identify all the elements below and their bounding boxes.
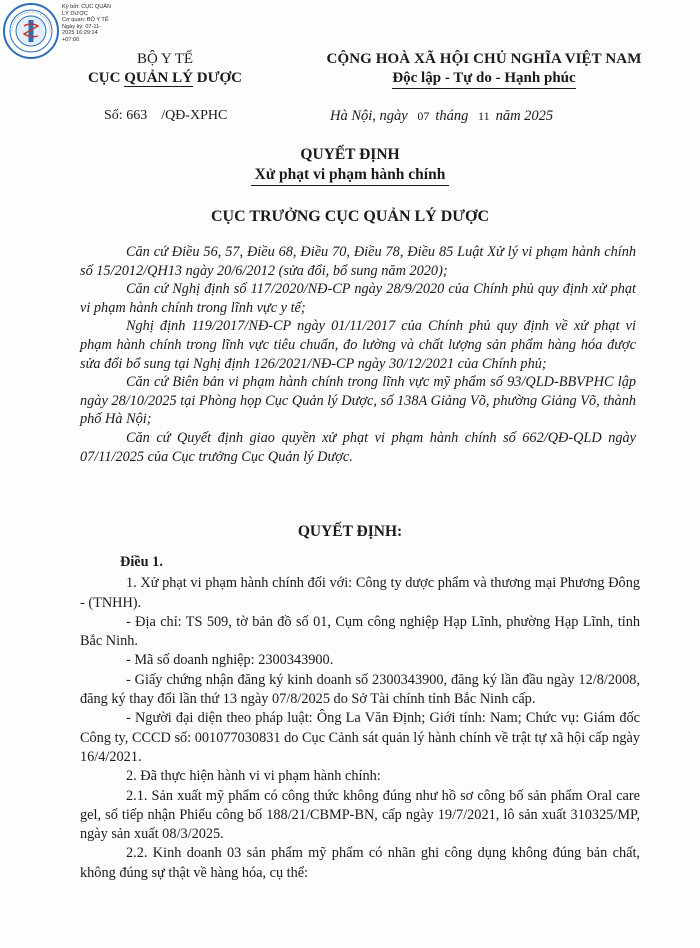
document-subtitle: Xử phạt vi phạm hành chính [0,166,700,186]
national-heading [278,50,690,89]
legal-basis-item: Căn cứ Biên bản vi phạm hành chính trong lĩnh vực mỹ phẩm số 93/QLD-BBVPHC lập ngày 28/10/2025 tại Phòng họp Cục Quản lý Dược, số 138A Giảng Võ, phường Giảng Võ, thành phố Hà Nội; [80,374,636,428]
article-paragraph: - Mã số doanh nghiệp: 2300343900. [126,652,334,669]
article-1 [80,553,640,883]
article-paragraph: 1. Xử phạt vi phạm hành chính đối với: Công ty dược phẩm và thương mại Phương Đông - (TNHH). [80,575,640,611]
legal-basis [80,243,636,466]
issuing-agency [60,50,270,88]
ministry-name: BỘ Y TẾ [136,51,194,67]
legal-basis-item: Căn cứ Điều 56, 57, Điều 68, Điều 70, Điều 78, Điều 85 Luật Xử lý vi phạm hành chính số 15/2012/QH13 ngày 20/6/2012 (sửa đổi, bổ sung năm 2020); [80,244,636,279]
department-name: CỤC QUẢN LÝ DƯỢC [87,70,243,86]
document-number: Số: 663 /QĐ-XPHC [104,108,228,123]
article-paragraph: 2. Đã thực hiện hành vi vi phạm hành chính: [126,768,381,785]
article-paragraph: - Giấy chứng nhận đăng ký kinh doanh số 2300343900, đăng ký lần đầu ngày 12/8/2008, đăng ký thay đổi lần thứ 13 ngày 07/8/2025 do Sở Tài chính tỉnh Bắc Ninh cấp. [80,671,640,708]
place-and-date: Hà Nội, ngày 07 tháng 11 năm 2025 [330,108,554,124]
digital-seal-icon [2,2,60,60]
legal-basis-item: Nghị định 119/2017/NĐ-CP ngày 01/11/2017 của Chính phủ quy định về xử phạt vi phạm hành chính trong lĩnh vực tiêu chuẩn, đo lường và chất lượng sản phẩm hàng hóa được sửa đổi bổ sung tại Nghị định 126/2021/NĐ-CP ngày 30/12/2021 của Chính phủ; [80,318,636,372]
legal-basis-item: Căn cứ Quyết định giao quyền xử phạt vi phạm hành chính số 662/QĐ-QLD ngày 07/11/2025 của Cục trưởng Cục Quản lý Dược. [80,429,636,465]
article-paragraph: 2.1. Sản xuất mỹ phẩm có công thức không đúng như hồ sơ công bố sản phẩm Oral care gel, số tiếp nhận Phiếu công bố 188/21/CBMP-BN, cấp ngày 19/7/2021, lô sản xuất 310325/MP, ngày sản xuất 08/3/2025. [80,787,640,843]
nation-name: CỘNG HOÀ XÃ HỘI CHỦ NGHĨA VIỆT NAM [326,51,642,67]
article-paragraph: - Địa chỉ: TS 509, tờ bản đồ số 01, Cụm công nghiệp Hạp Lĩnh, phường Hạp Lĩnh, tỉnh Bắc Ninh. [80,613,640,650]
national-motto: Độc lập - Tự do - Hạnh phúc [392,68,575,89]
article-paragraph: - Người đại diện theo pháp luật: Ông La Văn Định; Giới tính: Nam; Chức vụ: Giám đốc Công ty, CCCD số: 001077030831 do Cục Cảnh sát quản lý hành chính về trật tự xã hội cấp ngày 16/4/2021. [80,710,640,765]
article-paragraph: 2.2. Kinh doanh 03 sản phẩm mỹ phẩm có nhãn ghi công dụng không đúng bản chất, không đúng sự thật về hàng hóa, cụ thể: [80,845,640,881]
decision-heading: QUYẾT ĐỊNH: [297,523,403,540]
article-heading: Điều 1. [120,554,163,570]
document-title: QUYẾT ĐỊNH [300,146,400,163]
issuer-title: CỤC TRƯỞNG CỤC QUẢN LÝ DƯỢC [210,208,490,225]
legal-basis-item: Căn cứ Nghị định số 117/2020/NĐ-CP ngày 28/9/2020 của Chính phủ quy định xử phạt vi phạm hành chính trong lĩnh vực y tế; [80,281,636,316]
signature-metadata: Ký bởi: CỤC QUẢN LÝ DƯỢC Cơ quan: BỘ Y TẾ Ngày ký: 07-11- 2025 16:29:14 +07:00 [62,4,112,43]
